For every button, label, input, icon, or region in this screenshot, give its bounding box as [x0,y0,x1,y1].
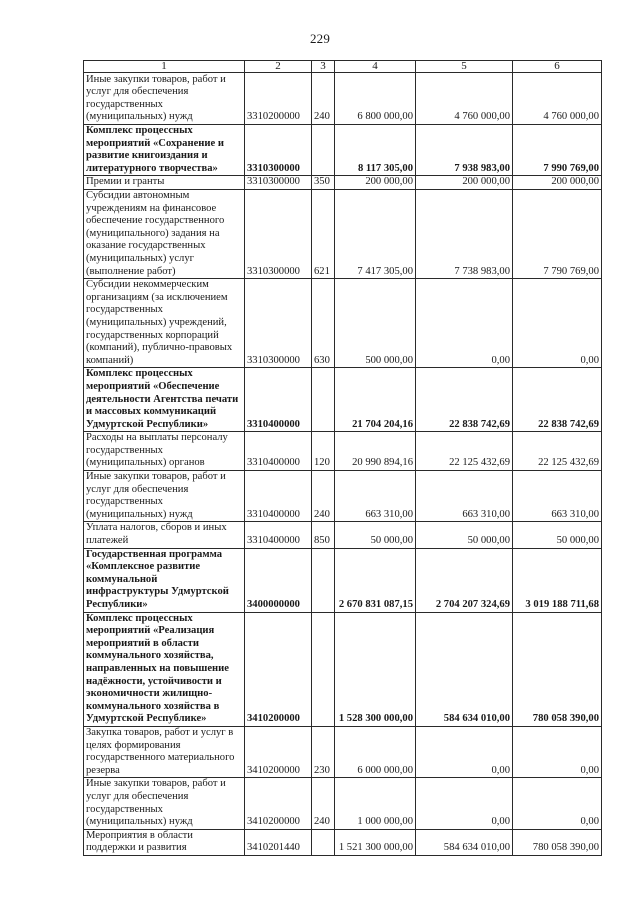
row-amount-col5-cell: 7 938 983,00 [416,125,513,176]
table-row [84,176,602,190]
row-expense-type-cell [312,125,335,176]
row-amount-col4-cell: 1 000 000,00 [335,778,416,829]
row-amount-col4-cell: 1 528 300 000,00 [335,612,416,726]
row-amount-col4-cell: 20 990 894,16 [335,432,416,471]
row-name-cell: Расходы на выплаты персоналу государственных (муниципальных) органов [84,432,245,471]
row-amount-col4-cell: 1 521 300 000,00 [335,829,416,855]
row-amount-col5-cell: 584 634 010,00 [416,829,513,855]
row-code-cell: 3310200000 [245,73,312,125]
row-amount-col5-cell: 0,00 [416,279,513,368]
row-amount-col4-cell: 6 800 000,00 [335,73,416,125]
row-expense-type-cell: 240 [312,73,335,125]
row-amount-col4-cell: 21 704 204,16 [335,368,416,432]
row-amount-col4-cell: 2 670 831 087,15 [335,548,416,612]
row-expense-type-cell: 350 [312,176,335,190]
table-row [84,279,602,368]
row-name-cell: Уплата налогов, сборов и иных платежей [84,522,245,548]
row-amount-col4-cell: 50 000,00 [335,522,416,548]
table-row [84,778,602,829]
row-amount-col6-cell: 780 058 390,00 [513,829,602,855]
row-amount-col5-cell: 584 634 010,00 [416,612,513,726]
row-code-cell: 3310300000 [245,189,312,278]
row-amount-col4-cell: 200 000,00 [335,176,416,190]
row-amount-col6-cell: 22 125 432,69 [513,432,602,471]
row-amount-col6-cell: 780 058 390,00 [513,612,602,726]
row-code-cell: 3410201440 [245,829,312,855]
page-number: 229 [309,31,331,46]
row-amount-col6-cell: 22 838 742,69 [513,368,602,432]
column-header: 6 [513,61,602,73]
row-code-cell: 3310300000 [245,125,312,176]
row-amount-col5-cell: 22 838 742,69 [416,368,513,432]
row-name-cell: Субсидии автономным учреждениям на финансовое обеспечение государственного (муниципального) задания на оказание государственных (муниципальных) услуг (выполнение работ) [84,189,245,278]
row-code-cell: 3310400000 [245,368,312,432]
row-amount-col4-cell: 500 000,00 [335,279,416,368]
column-header: 2 [245,61,312,73]
table-row [84,73,602,125]
column-header: 1 [84,61,245,73]
row-expense-type-cell: 850 [312,522,335,548]
row-code-cell: 3400000000 [245,548,312,612]
row-name-cell: Иные закупки товаров, работ и услуг для обеспечения государственных (муниципальных) нужд [84,471,245,522]
table-row-section [84,125,602,176]
row-name-cell: Иные закупки товаров, работ и услуг для обеспечения государственных (муниципальных) нужд [84,73,245,125]
column-header: 5 [416,61,513,73]
row-name-cell: Субсидии некоммерческим организациям (за исключением государственных (муниципальных) учреждений, государственных корпораций (компаний), публично-правовых компаний) [84,279,245,368]
row-amount-col5-cell: 2 704 207 324,69 [416,548,513,612]
table-row [84,522,602,548]
row-expense-type-cell: 630 [312,279,335,368]
row-code-cell: 3410200000 [245,778,312,829]
row-amount-col5-cell: 22 125 432,69 [416,432,513,471]
row-amount-col5-cell: 663 310,00 [416,471,513,522]
row-code-cell: 3310400000 [245,432,312,471]
row-expense-type-cell: 621 [312,189,335,278]
row-amount-col6-cell: 0,00 [513,778,602,829]
row-amount-col6-cell: 200 000,00 [513,176,602,190]
row-amount-col4-cell: 6 000 000,00 [335,726,416,777]
row-amount-col6-cell: 4 760 000,00 [513,73,602,125]
row-amount-col5-cell: 0,00 [416,726,513,777]
row-expense-type-cell [312,368,335,432]
row-name-cell: Закупка товаров, работ и услуг в целях формирования государственного материального резерва [84,726,245,777]
table-row [84,726,602,777]
row-expense-type-cell: 240 [312,471,335,522]
row-expense-type-cell: 240 [312,778,335,829]
row-amount-col5-cell: 7 738 983,00 [416,189,513,278]
row-name-cell: Мероприятия в области поддержки и развития [84,829,245,855]
row-expense-type-cell: 120 [312,432,335,471]
row-name-cell: Иные закупки товаров, работ и услуг для обеспечения государственных (муниципальных) нужд [84,778,245,829]
column-header: 4 [335,61,416,73]
row-name-cell: Комплекс процессных мероприятий «Сохранение и развитие книгоиздания и литературного творчества» [84,125,245,176]
row-amount-col6-cell: 0,00 [513,726,602,777]
row-name-cell: Комплекс процессных мероприятий «Реализация мероприятий в области коммунального хозяйства, направленных на повышение надёжности, устойчивости и экономичности жилищно-коммунального хозяйства в Удмуртской Республике» [84,612,245,726]
table-row-section [84,548,602,612]
row-name-cell: Государственная программа «Комплексное развитие коммунальной инфраструктуры Удмуртской Республики» [84,548,245,612]
column-number-header-row [84,61,602,73]
row-amount-col6-cell: 3 019 188 711,68 [513,548,602,612]
row-amount-col5-cell: 0,00 [416,778,513,829]
row-code-cell: 3310400000 [245,522,312,548]
row-amount-col6-cell: 663 310,00 [513,471,602,522]
table-row [84,829,602,855]
row-amount-col5-cell: 4 760 000,00 [416,73,513,125]
row-expense-type-cell [312,548,335,612]
row-code-cell: 3310300000 [245,176,312,190]
table-row [84,189,602,278]
table-row [84,471,602,522]
row-amount-col6-cell: 7 790 769,00 [513,189,602,278]
row-code-cell: 3310300000 [245,279,312,368]
row-amount-col4-cell: 8 117 305,00 [335,125,416,176]
table-row [84,432,602,471]
row-expense-type-cell: 230 [312,726,335,777]
row-amount-col6-cell: 7 990 769,00 [513,125,602,176]
row-code-cell: 3410200000 [245,726,312,777]
table-row-section [84,612,602,726]
row-amount-col5-cell: 50 000,00 [416,522,513,548]
row-name-cell: Комплекс процессных мероприятий «Обеспечение деятельности Агентства печати и массовых коммуникаций Удмуртской Республики» [84,368,245,432]
table-row-section [84,368,602,432]
row-expense-type-cell [312,612,335,726]
row-amount-col4-cell: 7 417 305,00 [335,189,416,278]
row-amount-col4-cell: 663 310,00 [335,471,416,522]
column-header: 3 [312,61,335,73]
row-expense-type-cell [312,829,335,855]
row-code-cell: 3310400000 [245,471,312,522]
row-code-cell: 3410200000 [245,612,312,726]
row-amount-col5-cell: 200 000,00 [416,176,513,190]
row-amount-col6-cell: 0,00 [513,279,602,368]
row-amount-col6-cell: 50 000,00 [513,522,602,548]
row-name-cell: Премии и гранты [84,176,245,190]
budget-table [83,60,602,856]
